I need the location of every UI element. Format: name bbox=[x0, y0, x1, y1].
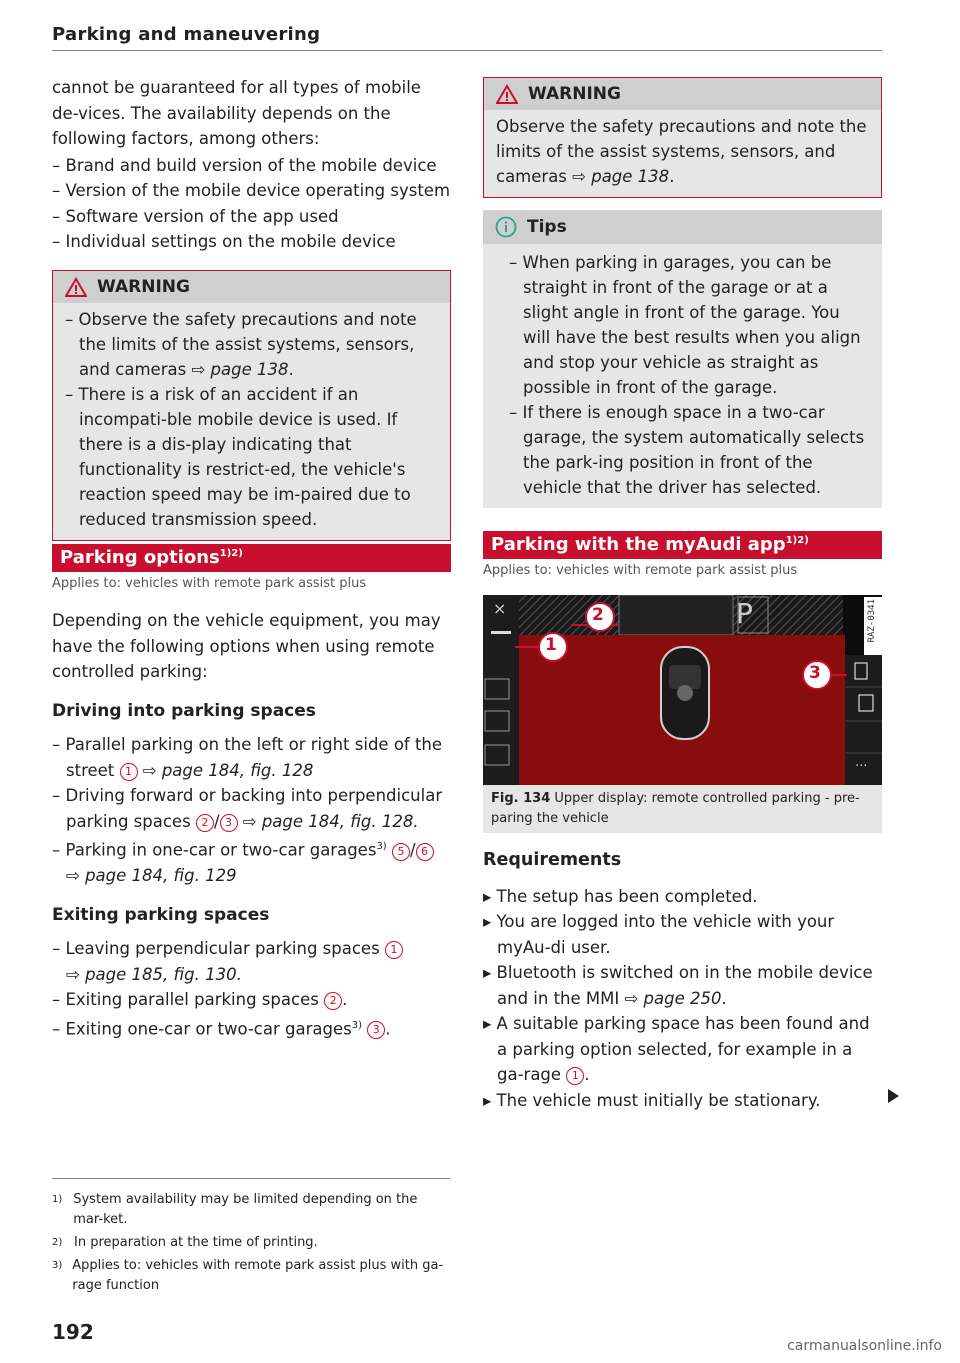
bullet-arrow-icon: ▸ bbox=[483, 1090, 497, 1110]
warning-item-end: . bbox=[288, 360, 294, 379]
requirement-item bbox=[483, 909, 883, 960]
requirements-section bbox=[483, 848, 883, 1113]
bullet-arrow-icon: ▸ bbox=[483, 886, 497, 906]
more-icon[interactable]: ··· bbox=[855, 759, 868, 774]
footnotes bbox=[52, 1190, 450, 1296]
option-text: – Exiting parallel parking spaces bbox=[52, 990, 325, 1009]
watermark: carmanualsonline.info bbox=[787, 1338, 942, 1354]
warning-item-end: . bbox=[669, 167, 675, 186]
figure-callout: 3 bbox=[809, 663, 821, 683]
warning-item-text: – Observe the safety precautions and note the limits of the assist systems, sensors, and cameras bbox=[65, 310, 417, 379]
warning-box bbox=[52, 270, 451, 541]
warning-title: WARNING bbox=[528, 84, 621, 104]
requirement-item bbox=[483, 1011, 883, 1088]
factor-item: – Brand and build version of the mobile device bbox=[52, 155, 437, 175]
footnote-mark: 3) bbox=[52, 1260, 63, 1271]
figure-code: RAZ-0341 bbox=[867, 599, 877, 643]
warning-header bbox=[484, 78, 881, 110]
footnote-marks: 1)2) bbox=[785, 535, 809, 546]
option-item: – Exiting parallel parking spaces 2 . bbox=[52, 990, 348, 1009]
footnote bbox=[52, 1233, 450, 1253]
bullet-arrow-icon: ▸ bbox=[483, 912, 497, 931]
figure-caption bbox=[483, 785, 882, 833]
page-reference[interactable]: ⇨ page 184, fig. 128 bbox=[142, 760, 314, 780]
factor-item: – Version of the mobile device operating system bbox=[52, 181, 451, 200]
section-title-bar bbox=[52, 544, 451, 572]
page-reference[interactable]: ⇨ page 184, fig. 129 bbox=[66, 866, 237, 885]
option-item: – Exiting one-car or two-car garages$^{3)}$ 3 . bbox=[52, 1019, 391, 1038]
footnote-mark: 1) bbox=[52, 1194, 63, 1205]
requirement-text: The vehicle must initially be stationary. bbox=[496, 1090, 821, 1110]
option-text: – Parallel parking on the left or right side of the street bbox=[52, 735, 443, 780]
applies-to: Applies to: vehicles with remote park assist plus bbox=[483, 563, 798, 578]
tips-title: Tips bbox=[527, 217, 567, 237]
callout-2-marker: 2 bbox=[324, 992, 342, 1010]
continue-arrow-icon bbox=[888, 1089, 899, 1103]
footnote-text: System availability may be limited depending on the mar-ket. bbox=[73, 1192, 418, 1227]
warning-body bbox=[484, 110, 881, 197]
header-rule bbox=[52, 50, 882, 51]
bullet-arrow-icon: ▸ bbox=[483, 963, 497, 982]
warning-body bbox=[53, 303, 450, 540]
option-text: – Leaving perpendicular parking spaces bbox=[52, 939, 385, 958]
warning-triangle-icon bbox=[65, 277, 87, 297]
footnote bbox=[52, 1190, 450, 1230]
requirement-item bbox=[483, 1088, 883, 1114]
callout-5-marker: 5 bbox=[392, 843, 410, 861]
option-item bbox=[52, 732, 447, 783]
footnote-mark: 3) bbox=[376, 841, 387, 852]
left-column bbox=[52, 75, 452, 255]
bullet-arrow-icon: ▸ bbox=[483, 1014, 497, 1033]
footnote-mark: 3) bbox=[351, 1019, 362, 1031]
callout-1-marker: 1 bbox=[385, 941, 403, 959]
page-reference[interactable]: ⇨ page 138 bbox=[191, 360, 289, 379]
warning-box bbox=[483, 77, 882, 198]
applies-to: Applies to: vehicles with remote park assist plus bbox=[52, 576, 367, 591]
page-number: 192 bbox=[52, 1320, 94, 1344]
footnote-marks: 1)2) bbox=[219, 548, 243, 559]
requirement-end: . bbox=[721, 988, 727, 1008]
figure-label: Fig. 134 bbox=[491, 791, 551, 806]
footnote-mark: 2) bbox=[52, 1237, 63, 1248]
page-reference[interactable]: ⇨ page 250 bbox=[624, 988, 722, 1008]
option-text: – Parking in one-car or two-car garages bbox=[52, 840, 377, 860]
figure-caption-text: Upper display: remote controlled parking - pre-paring the vehicle bbox=[491, 791, 860, 826]
warning-triangle-icon bbox=[496, 84, 518, 104]
page-header-title: Parking and maneuvering bbox=[52, 24, 321, 45]
figure-callout: 1 bbox=[545, 635, 557, 655]
factor-item: – Software version of the app used bbox=[52, 206, 339, 226]
parking-display-illustration bbox=[483, 595, 882, 785]
requirement-item bbox=[483, 960, 883, 1011]
requirement-text: Bluetooth is switched on in the mobile device and in the MMI bbox=[496, 963, 873, 1008]
parking-p-label: P bbox=[736, 597, 753, 630]
callout-6-marker: 6 bbox=[416, 843, 434, 861]
footnote bbox=[52, 1256, 450, 1296]
option-text: – Driving forward or backing into perpendicular parking spaces bbox=[52, 786, 443, 831]
page-reference[interactable]: ⇨ page 185, fig. 130. bbox=[66, 964, 242, 984]
footnote-text: Applies to: vehicles with remote park assist plus with ga-rage function bbox=[72, 1258, 444, 1293]
footnote-text: In preparation at the time of printing. bbox=[74, 1235, 318, 1250]
figure-callout: 2 bbox=[592, 605, 604, 625]
callout-2-marker: 2 bbox=[196, 814, 214, 832]
warning-title: WARNING bbox=[97, 277, 190, 297]
page-reference[interactable]: ⇨ page 138 bbox=[572, 167, 670, 186]
callout-3-marker: 3 bbox=[367, 1021, 385, 1039]
warning-item: – There is a risk of an accident if an incompati-ble mobile device is used. If there is a dis-play indicating that functionality is restrict-ed, the vehicle's reaction speed may be im-paired due to reduced transmission speed. bbox=[65, 385, 411, 529]
warning-item-text: Observe the safety precautions and note the limits of the assist systems, sensors, and cameras bbox=[496, 117, 867, 186]
option-item: – Driving forward or backing into perpendicular parking spaces 2 / 3 ⇨ page 184, fig. 128. bbox=[52, 786, 443, 831]
tip-item: – When parking in garages, you can be straight in front of the garage or at a slight angle in front of the garage. You will have the best results when you align and stop your vehicle as straight as possible in front of the garage. bbox=[509, 253, 861, 397]
option-item: – Parking in one-car or two-car garages$^{3)}$ 5 / 6 ⇨ page 184, fig. 129 bbox=[52, 834, 447, 889]
factor-item: – Individual settings on the mobile device bbox=[52, 232, 396, 251]
section-title: Parking with the myAudi app bbox=[491, 534, 786, 555]
close-icon[interactable]: × bbox=[493, 599, 507, 618]
tips-body bbox=[483, 244, 882, 508]
warning-item bbox=[65, 307, 438, 382]
tips-box bbox=[483, 210, 882, 508]
intro-text: cannot be guaranteed for all types of mobile de-vices. The availability depends on the following factors, among others: bbox=[52, 78, 421, 148]
option-item bbox=[52, 936, 447, 987]
warning-text bbox=[496, 114, 869, 189]
section-title: Parking options bbox=[60, 547, 220, 568]
option-text: – Exiting one-car or two-car garages bbox=[52, 1019, 352, 1038]
figure-screen bbox=[483, 595, 882, 785]
page-reference[interactable]: ⇨ page 184, fig. 128. bbox=[242, 811, 419, 831]
warning-header bbox=[53, 271, 450, 303]
requirement-text: The setup has been completed. bbox=[496, 886, 758, 906]
tips-header bbox=[483, 210, 882, 244]
requirement-text: You are logged into the vehicle with your myAu-di user. bbox=[496, 912, 835, 957]
callout-3-marker: 3 bbox=[220, 814, 238, 832]
footnote-rule bbox=[52, 1178, 450, 1179]
callout-1-marker: 1 bbox=[566, 1067, 584, 1085]
exiting-heading: Exiting parking spaces bbox=[52, 904, 270, 925]
requirement-text: A suitable parking space has been found and a parking option selected, for example in a ga-rage bbox=[496, 1014, 870, 1084]
callout-1-marker: 1 bbox=[120, 763, 138, 781]
driving-into-heading: Driving into parking spaces bbox=[52, 700, 316, 721]
section-intro: Depending on the vehicle equipment, you may have the following options when using remote controlled parking: bbox=[52, 611, 441, 681]
requirement-item bbox=[483, 884, 883, 910]
tip-item: – If there is enough space in a two-car garage, the system automatically selects the park-ing position in front of the vehicle that the driver has selected. bbox=[509, 403, 865, 497]
requirement-end: . bbox=[584, 1065, 590, 1084]
info-icon bbox=[495, 216, 517, 238]
options-section bbox=[52, 608, 447, 1042]
section-title-bar bbox=[483, 531, 882, 559]
requirements-heading: Requirements bbox=[483, 850, 622, 870]
